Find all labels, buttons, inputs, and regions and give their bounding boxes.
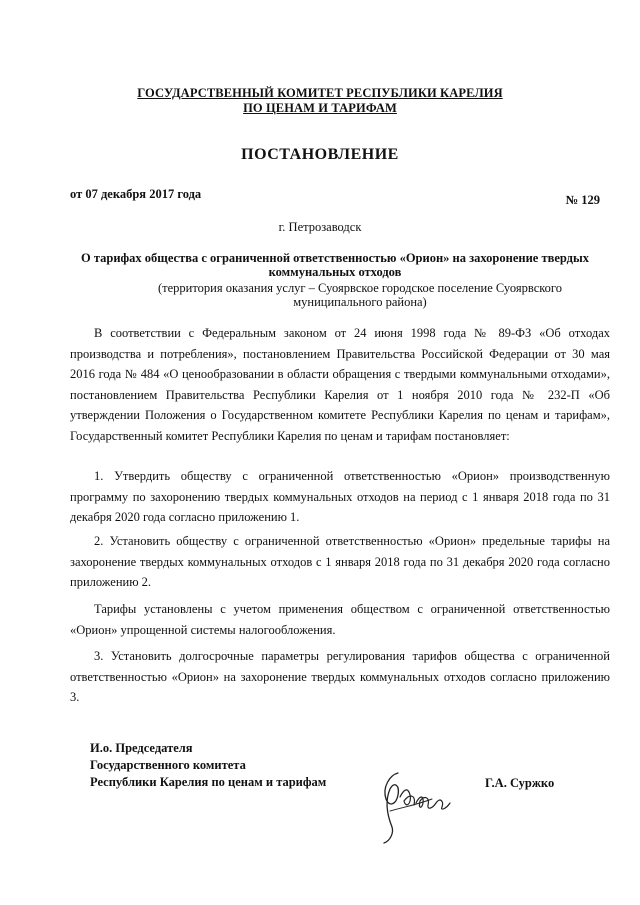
committee-name-line1: ГОСУДАРСТВЕННЫЙ КОМИТЕТ РЕСПУБЛИКИ КАРЕЛИЯ (137, 86, 503, 100)
item-1-paragraph: 1. Утвердить обществу с ограниченной ответственностью «Орион» производственную программу по захоронению твердых коммунальных отходов на период с 1 января 2018 года по 31 декабря 2020 года согласно приложению 1. (70, 469, 610, 524)
preamble-paragraph: В соответствии с Федеральным законом от 24 июня 1998 года № 89-ФЗ «Об отходах производства и потребления», постановлением Правительства Российской Федерации от 30 мая 2016 года № 484 «О ценообразовании в области обращения с твердыми коммунальными отходами», постановлением Правительства Республики Карелия от 1 ноября 2010 года № 232-П «Об утверждении Положения о Государственном комитете Республики Карелия по ценам и тарифам», Государственный комитет Республики Карелия по ценам и тарифам постановляет: (70, 326, 610, 443)
document-type: ПОСТАНОВЛЕНИЕ (241, 146, 399, 163)
handwritten-signature (360, 755, 470, 850)
signatory-title-line2: Государственного комитета (90, 758, 246, 772)
signatory-title (90, 740, 326, 791)
item-3-paragraph: 3. Установить долгосрочные параметры регулирования тарифов общества с ограниченной ответственностью «Орион» на захоронение твердых коммунальных отходов согласно приложению 3. (70, 649, 610, 704)
signatory-title-line3: Республики Карелия по ценам и тарифам (90, 775, 327, 789)
service-territory: (территория оказания услуг – Суоярвское городское поселение Суоярвского муниципального района) (158, 281, 562, 309)
document-city: г. Петрозаводск (278, 220, 362, 234)
tax-note-paragraph: Тарифы установлены с учетом применения обществом с ограниченной ответственностью «Орион» упрощенной системы налогообложения. (70, 602, 610, 637)
document-number: № 129 (565, 193, 600, 207)
document-subject: О тарифах общества с ограниченной ответственностью «Орион» на захоронение твердых коммунальных отходов (80, 251, 590, 279)
signatory-name: Г.А. Суржко (485, 776, 555, 790)
committee-name-line2: ПО ЦЕНАМ И ТАРИФАМ (243, 101, 397, 115)
item-2-paragraph: 2. Установить обществу с ограниченной ответственностью «Орион» предельные тарифы на захоронение твердых коммунальных отходов с 1 января 2018 года по 31 декабря 2020 года согласно приложению 2. (70, 534, 610, 589)
signatory-title-line1: И.о. Председателя (90, 741, 193, 755)
document-date: от 07 декабря 2017 года (70, 187, 202, 201)
